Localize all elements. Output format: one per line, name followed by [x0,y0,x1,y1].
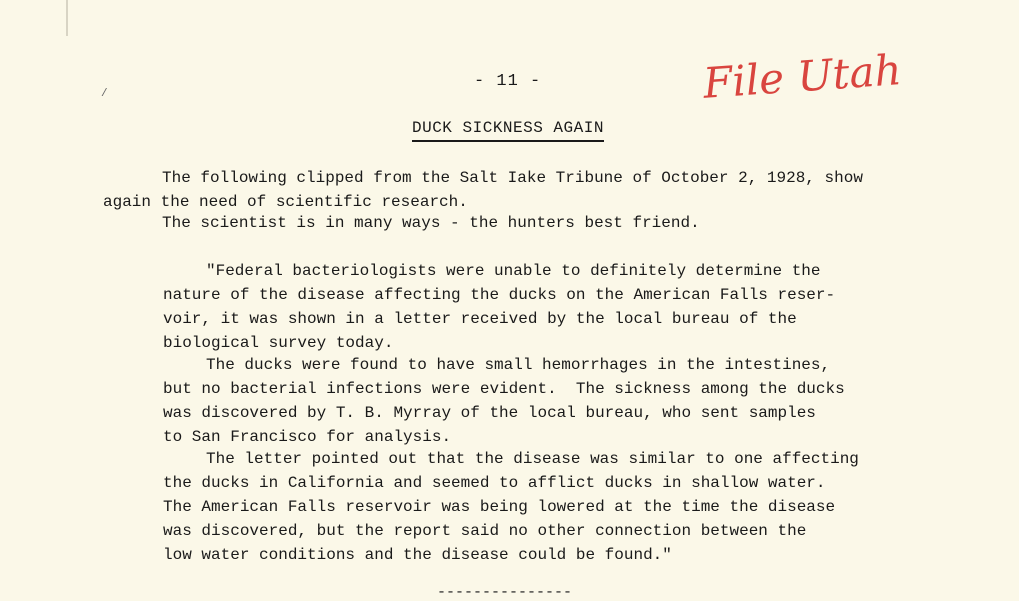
quote-line: voir, it was shown in a letter received by the local bureau of the [163,310,797,328]
closing-rule: --------------- [437,584,573,601]
quote-line: "Federal bacteriologists were unable to definitely determine the [206,262,821,280]
quote-line: but no bacterial infections were evident. The sickness among the ducks [163,380,845,398]
document-title: DUCK SICKNESS AGAIN [412,119,604,142]
quote-line: The American Falls reservoir was being lowered at the time the disease [163,498,836,516]
quote-line: The ducks were found to have small hemorrhages in the intestines, [206,356,831,374]
quote-line: nature of the disease affecting the ducks on the American Falls reser- [163,286,836,304]
quote-line: to San Francisco for analysis. [163,428,452,446]
quote-line: was discovered by T. B. Myrray of the local bureau, who sent samples [163,404,816,422]
intro-line: The following clipped from the Salt Iake Tribune of October 2, 1928, show [162,169,863,187]
quote-line: was discovered, but the report said no other connection between the [163,522,807,540]
quote-line: the ducks in California and seemed to afflict ducks in shallow water. [163,474,826,492]
page-number: - 11 - [474,72,542,91]
quote-line: The letter pointed out that the disease was similar to one affecting [206,450,859,468]
paper-crease [66,0,68,36]
intro-line: again the need of scientific research. [103,193,468,211]
margin-mark: / [101,88,108,100]
intro-line: The scientist is in many ways - the hunters best friend. [162,214,700,232]
handwritten-note: File Utah [701,45,904,108]
quote-line: low water conditions and the disease could be found." [163,546,672,564]
quote-line: biological survey today. [163,334,394,352]
